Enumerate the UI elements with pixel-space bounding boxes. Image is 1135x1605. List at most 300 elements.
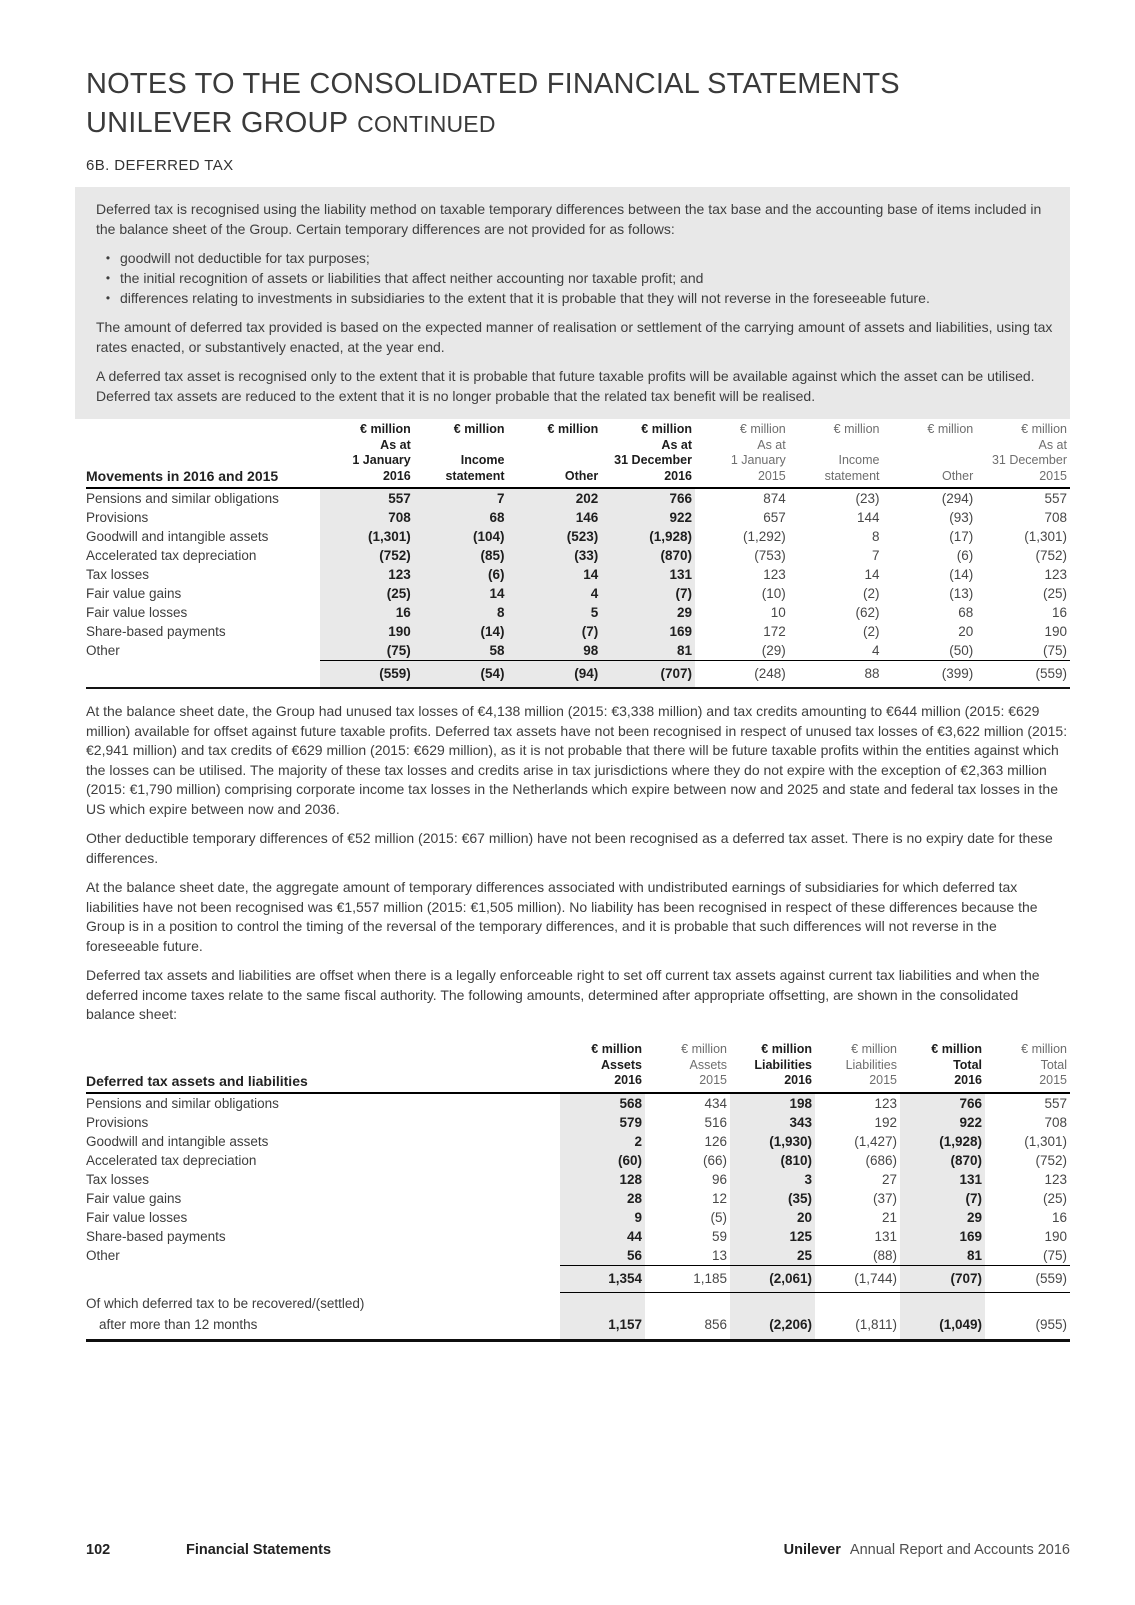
- column-header-line: 2015: [699, 1073, 727, 1087]
- value-cell: 29: [900, 1208, 985, 1227]
- value-cell: 27: [881, 1171, 897, 1187]
- value-cell: 708: [1044, 1114, 1067, 1130]
- column-header: [789, 412, 883, 488]
- column-header: [695, 412, 789, 488]
- table-head: [86, 1032, 1070, 1093]
- table-row: [86, 1132, 1070, 1151]
- value-cell: (66): [702, 1152, 727, 1168]
- column-header-line: € million: [360, 422, 411, 436]
- policy-bullet: [96, 268, 1054, 288]
- column-header-line: 2015: [1039, 468, 1067, 483]
- value-cell: 16: [1051, 605, 1067, 620]
- column-header-line: € million: [1021, 422, 1067, 436]
- page-content: [86, 0, 1070, 1605]
- value-cell: 1,354: [560, 1265, 645, 1292]
- column-header-line: € million: [547, 422, 599, 436]
- value-cell: (752): [320, 546, 414, 565]
- value-cell: 96: [711, 1171, 727, 1187]
- value-cell: 123: [1044, 1171, 1067, 1187]
- value-cell: (5): [710, 1209, 727, 1225]
- value-cell: (1,301): [1024, 1133, 1067, 1149]
- table-row: [86, 1113, 1070, 1132]
- row-label: Tax losses: [86, 1171, 150, 1187]
- table-row: [86, 1227, 1070, 1246]
- value-cell: (1,427): [854, 1133, 897, 1149]
- column-header-line: 2016: [382, 468, 411, 483]
- value-cell: (35): [730, 1189, 815, 1208]
- row-label: Accelerated tax depreciation: [86, 1152, 257, 1168]
- row-label: Share-based payments: [86, 624, 226, 639]
- value-cell: (1,301): [1024, 529, 1067, 544]
- title-line2: UNILEVER GROUP: [86, 107, 349, 139]
- bullet-icon: •: [105, 291, 111, 305]
- value-cell: 190: [1044, 1228, 1067, 1244]
- value-cell: (1,930): [730, 1132, 815, 1151]
- value-cell: 169: [900, 1227, 985, 1246]
- table-row: [86, 1265, 1070, 1292]
- balance-table-container: [86, 1032, 1070, 1342]
- value-cell: 13: [711, 1247, 727, 1263]
- column-header: [730, 1032, 815, 1093]
- column-header-line: € million: [833, 422, 880, 436]
- row-label: [86, 661, 320, 689]
- value-cell: 169: [601, 622, 695, 641]
- column-header: [414, 412, 508, 488]
- table-row: [86, 1170, 1070, 1189]
- value-cell: 516: [704, 1114, 727, 1130]
- table-row-header: Deferred tax assets and liabilities: [86, 1032, 560, 1093]
- value-cell: (955): [985, 1313, 1070, 1341]
- value-cell: 874: [763, 491, 786, 506]
- column-header-line: [883, 438, 974, 454]
- value-cell: [730, 1292, 815, 1313]
- table-row: [86, 1246, 1070, 1266]
- column-header-line: € million: [1021, 1042, 1067, 1056]
- value-cell: 144: [856, 510, 880, 525]
- table-row: [86, 1313, 1070, 1341]
- table-row: [86, 1189, 1070, 1208]
- column-header-line: 2016: [954, 1073, 982, 1087]
- column-header-line: 2015: [757, 468, 786, 483]
- row-label: Provisions: [86, 1114, 149, 1130]
- value-cell: 766: [900, 1093, 985, 1113]
- page-number: 102: [86, 1542, 111, 1558]
- value-cell: (50): [949, 643, 974, 658]
- column-header-line: As at: [1038, 437, 1067, 452]
- value-cell: (85): [414, 546, 508, 565]
- row-label: Of which deferred tax to be recovered/(settled): [86, 1296, 365, 1311]
- value-cell: (7): [508, 622, 602, 641]
- column-header-line: statement: [445, 468, 505, 483]
- row-label: Other: [86, 1247, 120, 1263]
- policy-bullet: [96, 248, 1054, 268]
- value-cell: (399): [883, 661, 977, 689]
- value-cell: 4: [508, 584, 602, 603]
- row-label: Goodwill and intangible assets: [86, 529, 269, 544]
- value-cell: 125: [730, 1227, 815, 1246]
- column-header-line: Liabilities: [845, 1057, 897, 1072]
- table-body: [86, 1093, 1070, 1341]
- value-cell: (707): [601, 661, 695, 689]
- value-cell: [900, 1292, 985, 1313]
- column-header-line: Assets: [601, 1057, 642, 1072]
- value-cell: (1,301): [320, 527, 414, 546]
- value-cell: 3: [730, 1170, 815, 1189]
- value-cell: 922: [601, 508, 695, 527]
- value-cell: (94): [508, 661, 602, 689]
- movements-table: [86, 412, 1070, 689]
- value-cell: (54): [414, 661, 508, 689]
- note-paragraph-1: At the balance sheet date, the Group had unused tax losses of €4,138 million (2015: €3,338 million) and tax credits amounting to €644 million (2015: €629 million) available for offset against future taxable profits. Deferred tax assets have not been recognised in respect of unused tax losses of €3,622 million (2015: €2,941 million) and tax credits of €629 million (2015: €629 million), as it is not probable that there will be future taxable profits within the entities against which the losses can be utilised. The majority of these tax losses and credits arise in tax jurisdictions where they do not expire with the exception of €2,363 million (2015: €1,790 million) comprising corporate income tax losses in the Netherlands which expire between now and 2025 and state and federal tax losses in the US which expire between now and 2036.: [86, 703, 1068, 817]
- value-cell: 8: [414, 603, 508, 622]
- value-cell: 98: [508, 641, 602, 661]
- table-row: [86, 1093, 1070, 1113]
- value-cell: 557: [320, 488, 414, 508]
- value-cell: 708: [320, 508, 414, 527]
- value-cell: (25): [1042, 1190, 1067, 1206]
- value-cell: 568: [560, 1093, 645, 1113]
- value-cell: 343: [730, 1113, 815, 1132]
- value-cell: (686): [865, 1152, 897, 1168]
- column-header-line: € million: [453, 422, 505, 436]
- value-cell: 9: [560, 1208, 645, 1227]
- column-header: [320, 412, 414, 488]
- value-cell: (10): [761, 586, 786, 601]
- value-cell: 59: [711, 1228, 727, 1244]
- value-cell: (75): [320, 641, 414, 661]
- column-header-line: Other: [941, 468, 974, 483]
- value-cell: (1,928): [900, 1132, 985, 1151]
- value-cell: 131: [601, 565, 695, 584]
- column-header-line: statement: [824, 468, 880, 483]
- row-label: Fair value losses: [86, 1209, 188, 1225]
- column-header-line: Liabilities: [754, 1057, 812, 1072]
- value-cell: 434: [704, 1095, 727, 1111]
- value-cell: (2): [863, 624, 880, 639]
- value-cell: (870): [601, 546, 695, 565]
- value-cell: 8: [871, 529, 880, 544]
- row-label: Accelerated tax depreciation: [86, 548, 257, 563]
- policy-paragraph-3: A deferred tax asset is recognised only to the extent that it is probable that future taxable profits will be available against which the asset can be utilised. Deferred tax assets are reduced to the extent that it is no longer probable that the related tax benefit will be realised.: [96, 368, 1035, 404]
- value-cell: 12: [711, 1190, 727, 1206]
- value-cell: (23): [855, 491, 880, 506]
- column-header-line: As at: [380, 437, 411, 452]
- value-cell: (1,049): [900, 1313, 985, 1341]
- value-cell: 579: [560, 1113, 645, 1132]
- column-header-line: 2016: [784, 1073, 812, 1087]
- column-header-line: € million: [927, 422, 974, 436]
- value-cell: (88): [872, 1247, 897, 1263]
- policy-paragraph-2: The amount of deferred tax provided is based on the expected manner of realisation or settlement of the carrying amount of assets and liabilities, using tax rates enacted, or substantively enacted, at the year end.: [96, 319, 1053, 355]
- value-cell: 856: [645, 1313, 730, 1341]
- value-cell: 190: [320, 622, 414, 641]
- table-body: [86, 488, 1070, 688]
- table-row: [86, 641, 1070, 661]
- value-cell: (104): [414, 527, 508, 546]
- value-cell: (752): [1035, 548, 1067, 563]
- value-cell: 1,185: [645, 1265, 730, 1292]
- accounting-policy-box: [75, 187, 1070, 419]
- value-cell: (752): [1035, 1152, 1067, 1168]
- column-header: [815, 1032, 900, 1093]
- value-cell: 192: [874, 1114, 897, 1130]
- table-row: [86, 508, 1070, 527]
- row-label: Tax losses: [86, 567, 150, 582]
- value-cell: 766: [601, 488, 695, 508]
- title-continued: CONTINUED: [357, 111, 496, 137]
- value-cell: (559): [976, 661, 1070, 689]
- column-header-line: € million: [931, 1042, 982, 1056]
- value-cell: 198: [730, 1093, 815, 1113]
- table-row-header: Movements in 2016 and 2015: [86, 412, 320, 488]
- value-cell: (753): [754, 548, 786, 563]
- footer-section-label: Financial Statements: [186, 1542, 332, 1558]
- column-header-line: 1 January: [352, 453, 411, 467]
- section-heading: 6B. DEFERRED TAX: [86, 157, 234, 174]
- policy-bullet-list: [96, 248, 1054, 308]
- table-head: [86, 412, 1070, 488]
- table-row: [86, 603, 1070, 622]
- value-cell: (62): [855, 605, 880, 620]
- value-cell: 5: [508, 603, 602, 622]
- value-cell: (559): [985, 1265, 1070, 1292]
- value-cell: 7: [871, 548, 880, 563]
- bullet-text: goodwill not deductible for tax purposes;: [120, 250, 370, 266]
- value-cell: (870): [900, 1151, 985, 1170]
- note-paragraph-3: At the balance sheet date, the aggregate amount of temporary differences associated with undistributed earnings of subsidiaries for which deferred tax liabilities have not been recognised was €1,557 million (2015: €1,505 million). No liability has been recognised in respect of these differences because the Group is in a position to control the timing of the reversal of the temporary differences, and it is probable that such differences will not reverse in the foreseeable future.: [86, 879, 1038, 954]
- value-cell: (25): [320, 584, 414, 603]
- value-cell: (7): [601, 584, 695, 603]
- column-header: [900, 1032, 985, 1093]
- value-cell: 29: [601, 603, 695, 622]
- value-cell: (14): [949, 567, 974, 582]
- column-header: [601, 412, 695, 488]
- column-header: [508, 412, 602, 488]
- column-header-line: 2016: [614, 1073, 642, 1087]
- movements-table-container: [86, 412, 1070, 689]
- value-cell: 10: [770, 605, 786, 620]
- column-header-line: Total: [1040, 1057, 1067, 1072]
- bullet-icon: •: [105, 271, 111, 285]
- column-header: [883, 412, 977, 488]
- column-header-line: 31 December: [991, 453, 1067, 467]
- footer-report-title: [784, 1542, 1070, 1558]
- row-label: Fair value losses: [86, 605, 188, 620]
- page-footer: [86, 1542, 1070, 1558]
- value-cell: (7): [900, 1189, 985, 1208]
- column-header-line: 2015: [1039, 1073, 1067, 1087]
- row-label: Share-based payments: [86, 1228, 226, 1244]
- value-cell: 16: [1051, 1209, 1067, 1225]
- column-header: [560, 1032, 645, 1093]
- column-header-line: 31 December: [614, 453, 692, 467]
- table-row: [86, 1208, 1070, 1227]
- column-header-line: [414, 438, 505, 454]
- value-cell: 21: [881, 1209, 897, 1225]
- notes-paragraphs: [86, 702, 1070, 1035]
- value-cell: (248): [695, 661, 789, 689]
- value-cell: [560, 1292, 645, 1313]
- value-cell: (2,206): [730, 1313, 815, 1341]
- footer-brand: Unilever: [783, 1542, 841, 1558]
- value-cell: 557: [1044, 1095, 1067, 1111]
- value-cell: 131: [874, 1228, 897, 1244]
- policy-bullet: [96, 288, 1054, 308]
- value-cell: (75): [1042, 643, 1067, 658]
- value-cell: (6): [414, 565, 508, 584]
- value-cell: 81: [900, 1246, 985, 1266]
- table-row: [86, 546, 1070, 565]
- header-row: [86, 412, 1070, 488]
- value-cell: (13): [949, 586, 974, 601]
- value-cell: 20: [958, 624, 974, 639]
- value-cell: 172: [763, 624, 786, 639]
- column-header-line: [508, 438, 599, 454]
- value-cell: [645, 1292, 730, 1313]
- row-label: Goodwill and intangible assets: [86, 1133, 269, 1149]
- bullet-text: differences relating to investments in subsidiaries to the extent that it is probable that they will not reverse in the foreseeable future.: [120, 290, 930, 306]
- value-cell: 202: [508, 488, 602, 508]
- value-cell: 16: [320, 603, 414, 622]
- value-cell: (29): [761, 643, 786, 658]
- title-line1: NOTES TO THE CONSOLIDATED FINANCIAL STATEMENTS: [86, 68, 900, 100]
- value-cell: 123: [874, 1095, 897, 1111]
- bullet-text: the initial recognition of assets or liabilities that affect neither accounting nor taxable profit; and: [120, 270, 704, 286]
- value-cell: (25): [1042, 586, 1067, 601]
- value-cell: (1,744): [815, 1265, 900, 1292]
- value-cell: 190: [1044, 624, 1067, 639]
- column-header: [976, 412, 1070, 488]
- value-cell: 123: [1044, 567, 1067, 582]
- row-label: Pensions and similar obligations: [86, 491, 279, 506]
- column-header-line: 2016: [664, 468, 692, 483]
- value-cell: (1,292): [742, 529, 786, 544]
- value-cell: (33): [508, 546, 602, 565]
- row-label: after more than 12 months: [86, 1313, 560, 1341]
- column-header-line: Total: [953, 1057, 982, 1072]
- value-cell: (559): [320, 661, 414, 689]
- column-header-line: € million: [739, 422, 786, 436]
- value-cell: (6): [956, 548, 974, 563]
- table-row: [86, 488, 1070, 508]
- value-cell: 128: [560, 1170, 645, 1189]
- value-cell: 131: [900, 1170, 985, 1189]
- value-cell: 4: [871, 643, 880, 658]
- value-cell: (707): [900, 1265, 985, 1292]
- value-cell: (1,811): [815, 1313, 900, 1341]
- value-cell: [815, 1292, 900, 1313]
- value-cell: 68: [958, 605, 974, 620]
- column-header-line: Income: [838, 453, 880, 467]
- value-cell: (37): [872, 1190, 897, 1206]
- note-paragraph-2: Other deductible temporary differences of €52 million (2015: €67 million) have not been recognised as a deferred tax asset. There is no expiry date for these differences.: [86, 830, 1053, 866]
- value-cell: 2: [560, 1132, 645, 1151]
- value-cell: (75): [1042, 1247, 1067, 1263]
- value-cell: 922: [900, 1113, 985, 1132]
- value-cell: 56: [560, 1246, 645, 1266]
- value-cell: 1,157: [560, 1313, 645, 1341]
- value-cell: [985, 1292, 1070, 1313]
- column-header-line: 2015: [869, 1073, 897, 1087]
- column-header-line: Income: [460, 453, 505, 467]
- footer-report-name: Annual Report and Accounts 2016: [849, 1542, 1070, 1558]
- page-title: [86, 66, 900, 142]
- value-cell: (810): [730, 1151, 815, 1170]
- value-cell: 123: [763, 567, 786, 582]
- bullet-icon: •: [105, 251, 111, 265]
- row-label: Provisions: [86, 510, 149, 525]
- column-header-line: [508, 453, 599, 469]
- row-label: Fair value gains: [86, 586, 182, 601]
- table-row: [86, 661, 1070, 689]
- value-cell: (294): [941, 491, 974, 506]
- header-row: [86, 1032, 1070, 1093]
- column-header: [645, 1032, 730, 1093]
- policy-paragraph-1: Deferred tax is recognised using the liability method on taxable temporary differences between the tax base and the accounting base of items included in the balance sheet of the Group. Certain temporary differences are not provided for as follows:: [96, 201, 1042, 237]
- value-cell: 28: [560, 1189, 645, 1208]
- value-cell: 81: [601, 641, 695, 661]
- value-cell: 7: [414, 488, 508, 508]
- value-cell: 14: [508, 565, 602, 584]
- value-cell: 708: [1044, 510, 1067, 525]
- column-header-line: Other: [564, 468, 599, 483]
- value-cell: 68: [414, 508, 508, 527]
- value-cell: 123: [320, 565, 414, 584]
- note-paragraph-4: Deferred tax assets and liabilities are offset when there is a legally enforceable right to set off current tax assets against current tax liabilities and when the deferred income taxes relate to the same fiscal authority. The following amounts, determined after appropriate offsetting, are shown in the consolidated balance sheet:: [86, 967, 1040, 1022]
- value-cell: 14: [414, 584, 508, 603]
- value-cell: 44: [560, 1227, 645, 1246]
- row-label: [86, 1265, 560, 1292]
- value-cell: (1,928): [601, 527, 695, 546]
- value-cell: 657: [763, 510, 786, 525]
- column-header-line: € million: [851, 1042, 897, 1056]
- value-cell: 88: [789, 661, 883, 689]
- column-header-line: As at: [757, 437, 786, 452]
- row-label: Pensions and similar obligations: [86, 1095, 279, 1111]
- column-header-line: € million: [591, 1042, 642, 1056]
- table-row: [86, 584, 1070, 603]
- row-label: Other: [86, 643, 120, 659]
- column-header-line: 1 January: [730, 453, 786, 467]
- value-cell: (14): [414, 622, 508, 641]
- column-header-line: € million: [761, 1042, 812, 1056]
- balance-sheet-table: [86, 1032, 1070, 1342]
- column-header-line: As at: [661, 437, 692, 452]
- value-cell: (17): [949, 529, 974, 544]
- value-cell: (2): [863, 586, 880, 601]
- value-cell: (60): [560, 1151, 645, 1170]
- column-header: [985, 1032, 1070, 1093]
- table-row: [86, 1292, 1070, 1313]
- value-cell: 58: [414, 641, 508, 661]
- value-cell: 126: [704, 1133, 727, 1149]
- value-cell: 146: [508, 508, 602, 527]
- table-row: [86, 565, 1070, 584]
- column-header-line: € million: [681, 1042, 727, 1056]
- value-cell: 20: [730, 1208, 815, 1227]
- column-header-line: Assets: [689, 1057, 727, 1072]
- value-cell: (2,061): [730, 1265, 815, 1292]
- table-row: [86, 527, 1070, 546]
- column-header-line: [883, 453, 974, 469]
- column-header-line: € million: [641, 422, 692, 436]
- row-label: Fair value gains: [86, 1190, 182, 1206]
- value-cell: 25: [730, 1246, 815, 1266]
- value-cell: 557: [1044, 491, 1067, 506]
- value-cell: (93): [949, 510, 974, 525]
- value-cell: 14: [864, 567, 880, 582]
- column-header-line: [789, 438, 880, 454]
